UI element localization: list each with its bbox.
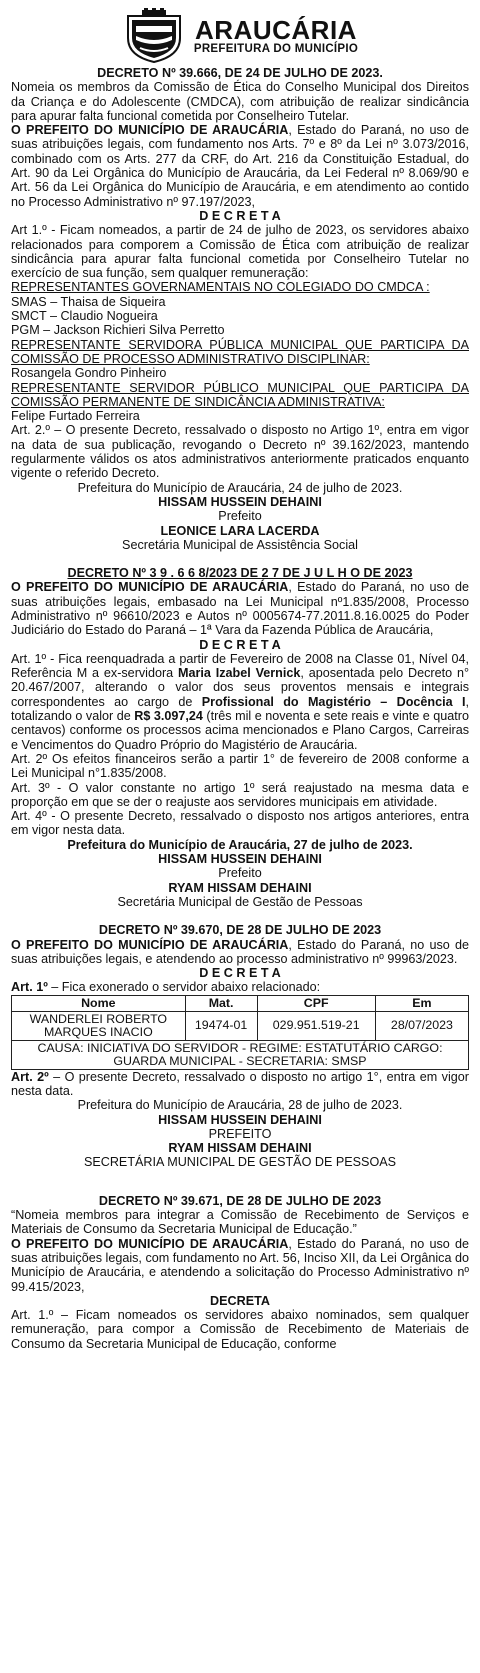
preamble: O PREFEITO DO MUNICÍPIO DE ARAUCÁRIA, Estado do Paraná, no uso de suas atribuições legais, com fundamento nos Arts. 7º e 8º da Lei nº 3.073/2016, combinado com os Arts. 277 da CRF, do Art. 216 da Constituição Estadual, do Art. 90 da Lei Orgânica do Município de Araucária, da Lei Federal nº 8.069/90 e Art. 56 da Lei Orgânica do Município de Araucária, e em atendimento ao contido no Processo Administrativo nº 97.197/2023, [11, 123, 470, 209]
article-2: Art. 2º Os efeitos financeiros serão a partir 1° de fevereiro de 2008 conforme a Lei Municipal n°1.835/2008. [11, 751, 469, 781]
signatory-name: HISSAM HUSSEIN DEHAINI [158, 852, 322, 867]
decree-heading: DECRETO Nº 3 9 . 6 6 8/2023 DE 2 7 DE J U L H O DE 2023 [67, 566, 413, 581]
masthead-subtitle: PREFEITURA DO MUNICÍPIO [193, 43, 359, 55]
gazette-page [11, 0, 469, 1351]
place-date: Prefeitura do Município de Araucária, 24 de julho de 2023. [77, 480, 403, 495]
signatory-role: Prefeito [218, 509, 262, 524]
signatory-name: RYAM HISSAM DEHAINI [168, 1141, 312, 1156]
article-1: Art. 1º – Fica exonerado o servidor abaixo relacionado: [11, 980, 321, 995]
municipal-crest-icon [122, 8, 186, 64]
decreta-label: D E C R E T A [199, 966, 281, 981]
article-1: Art. 1º - Fica reenquadrada a partir de Fevereiro de 2008 na Classe 01, Nível 04, Referência M a ex-servidora Maria Izabel Vernick, aposentada pelo Decreto n° 20.467/2007, alterando o valor dos seus proventos mensais e integrais correspondentes ao cargo de Profissional do Magistério – Docência I, totalizando o valor de R$ 3.097,24 (três mil e noventa e sete reais e vinte e quatro centavos) conforme os processos acima mencionados e Plano Cargos, Carreiras e Vencimentos do Quadro Próprio do Magistério de Araucária. [11, 651, 469, 752]
article-1: Art 1.º - Ficam nomeados, a partir de 24 de julho de 2023, os servidores abaixo relacionados para comporem a Comissão de Ética com atribuição de realizar sindicância para apurar falta funcional cometida por Conselheiro Tutelar no exercício de sua função, sem qualquer remuneração: [11, 223, 469, 281]
table-header: Em [375, 995, 468, 1011]
decree-39670 [11, 923, 469, 1170]
table-cell: 28/07/2023 [375, 1011, 468, 1040]
place-date: Prefeitura do Município de Araucária, 27 de julho de 2023. [67, 837, 413, 852]
preamble: O PREFEITO DO MUNICÍPIO DE ARAUCÁRIA, Estado do Paraná, no uso de suas atribuições legais, com fundamento no Art. 56, Inciso XII, da Lei Orgânica do Município de Araucária, e atendendo a solicitação do Processo Administrativo nº 99.415/2023, [11, 1236, 470, 1294]
decree-heading: DECRETO Nº 39.671, DE 28 DE JULHO DE 2023 [98, 1193, 382, 1208]
decreta-label: D E C R E T A [199, 637, 281, 652]
article-2: Art. 2.º – O presente Decreto, ressalvado o disposto no Artigo 1º, entra em vigor na data de sua publicação, revogando o Decreto nº 39.162/2023, mantendo regularmente válidos os atos administrativos anteriormente praticados enquanto vigente o referido Decreto. [11, 423, 469, 481]
member-line: PGM – Jackson Richieri Silva Perretto [11, 323, 225, 338]
signatory-role: Secretária Municipal de Gestão de Pessoas [117, 894, 363, 909]
section-heading: REPRESENTANTE SERVIDORA PÚBLICA MUNICIPAL QUE PARTICIPA DA COMISSÃO DE PROCESSO ADMINISTRATIVO DISCIPLINAR: [11, 337, 469, 366]
decree-heading: DECRETO Nº 39.670, DE 28 DE JULHO DE 2023 [98, 923, 382, 938]
decree-39671 [11, 1194, 469, 1351]
member-line: Rosangela Gondro Pinheiro [11, 366, 167, 381]
decree-39666 [11, 66, 469, 552]
decree-heading: DECRETO Nº 39.666, DE 24 DE JULHO DE 2023. [97, 66, 383, 80]
signatory-name: RYAM HISSAM DEHAINI [168, 880, 312, 895]
article-2: Art. 2º – O presente Decreto, ressalvado o disposto no artigo 1°, entra em vigor nesta data. [11, 1069, 469, 1098]
table-header: Nome [12, 995, 186, 1011]
table-cell-causa: CAUSA: INICIATIVA DO SERVIDOR - REGIME: ESTATUTÁRIO CARGO: GUARDA MUNICIPAL - SECRETARIA: SMSP [12, 1040, 469, 1069]
decreta-label: DECRETA [210, 1293, 270, 1308]
preamble: O PREFEITO DO MUNICÍPIO DE ARAUCÁRIA, Estado do Paraná, no uso de suas atribuições legais, embasado na Lei Municipal nº1.835/2008, Processo Administrativo nº 96610/2023 e Autos nº 0005674-77.2011.8.16.0025 do Poder Judiciário do Estado do Paraná – 1ª Vara da Fazenda Pública de Araucária, [11, 580, 470, 638]
section-heading: REPRESENTANTES GOVERNAMENTAIS NO COLEGIADO DO CMDCA : [11, 280, 430, 295]
exoneration-table [11, 995, 469, 1070]
member-line: SMCT – Claudio Nogueira [11, 309, 158, 324]
signatory-role: PREFEITO [208, 1126, 272, 1141]
signatory-name: LEONICE LARA LACERDA [160, 523, 320, 538]
preamble: O PREFEITO DO MUNICÍPIO DE ARAUCÁRIA, Estado do Paraná, no uso de suas atribuições legais, e atendendo ao processo administrativo nº 99963/2023. [11, 937, 470, 966]
article-4: Art. 4º - O presente Decreto, ressalvado o disposto nos artigos anteriores, entra em vigor nesta data. [11, 809, 469, 838]
article-3: Art. 3º - O valor constante no artigo 1º será reajustado na mesma data e proporção em que se der o reajuste aos servidores municipais em atividade. [11, 780, 469, 809]
decree-summary: Nomeia os membros da Comissão de Ética do Conselho Municipal dos Direitos da Criança e do Adolescente (CMDCA), com atribuição de realizar sindicância para apurar falta funcional cometida por Conselheiro Tutelar. [11, 80, 469, 123]
signatory-role: Secretária Municipal de Assistência Social [122, 537, 358, 552]
article-1: Art. 1.º – Ficam nomeados os servidores abaixo nominados, sem qualquer remuneração, para compor a Comissão de Recebimento de Materiais de Consumo da Secretaria Municipal de Educação, conforme [11, 1308, 469, 1351]
member-line: Felipe Furtado Ferreira [11, 409, 140, 424]
place-date: Prefeitura do Município de Araucária, 28 de julho de 2023. [77, 1098, 403, 1113]
decree-39668 [11, 566, 469, 909]
section-heading: REPRESENTANTE SERVIDOR PÚBLICO MUNICIPAL QUE PARTICIPA DA COMISSÃO PERMANENTE DE SINDICÂNCIA ADMINISTRATIVA: [11, 380, 469, 409]
table-row [12, 1011, 469, 1040]
masthead-title: ARAUCÁRIA [195, 15, 357, 45]
table-cell: 19474-01 [185, 1011, 257, 1040]
signatory-role: SECRETÁRIA MUNICIPAL DE GESTÃO DE PESSOAS [83, 1155, 397, 1170]
masthead [11, 6, 469, 66]
decree-summary: “Nomeia membros para integrar a Comissão de Recebimento de Serviços e Materiais de Consumo da Secretaria Municipal de Educação.” [11, 1208, 469, 1237]
table-cell: 029.951.519-21 [257, 1011, 375, 1040]
member-line: SMAS – Thaisa de Siqueira [11, 294, 166, 309]
table-header: CPF [257, 995, 375, 1011]
table-header: Mat. [185, 995, 257, 1011]
signatory-name: HISSAM HUSSEIN DEHAINI [158, 1112, 322, 1127]
decreta-label: D E C R E T A [199, 208, 281, 223]
signatory-name: HISSAM HUSSEIN DEHAINI [158, 494, 322, 509]
table-cell: WANDERLEI ROBERTO MARQUES INACIO [12, 1011, 186, 1040]
signatory-role: Prefeito [218, 866, 262, 881]
